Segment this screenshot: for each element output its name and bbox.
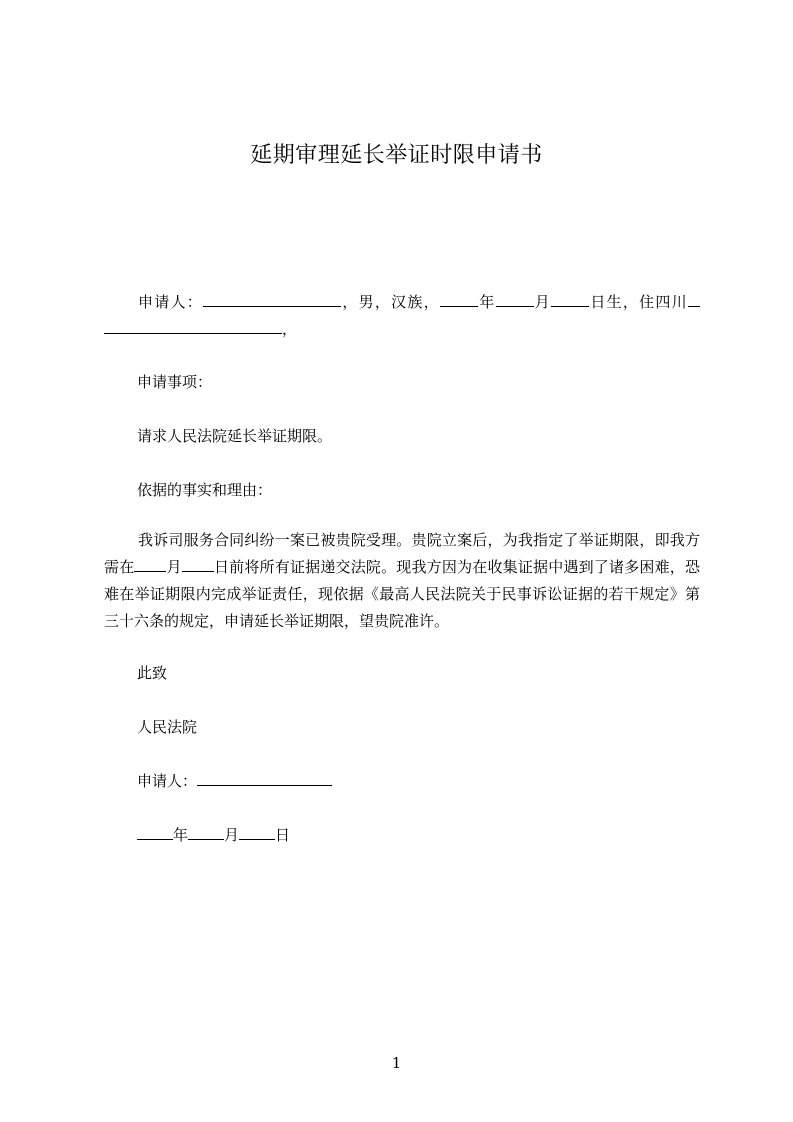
date-line <box>137 822 733 849</box>
sign-month-label: 月 <box>224 826 240 844</box>
birth-month-blank <box>496 292 534 307</box>
sign-month-blank <box>188 825 224 840</box>
salutation: 此致 <box>137 664 168 682</box>
sign-year-label: 年 <box>173 826 189 844</box>
signature-blank <box>197 771 332 786</box>
basis-heading: 依据的事实和理由： <box>137 481 273 499</box>
deadline-month-label: 月 <box>166 558 182 576</box>
birth-day-address-text: 日生，住四川 <box>589 293 688 311</box>
sign-day-label: 日 <box>275 826 291 844</box>
address-blank-line <box>104 319 282 334</box>
reasons-text-part2: 日前将所有证据递交法院。现我方因为在收集证据中遇到了诸多困难，恐难在举证期限内完成举证责任，现依据《最高人民法院关于民事诉讼证据的若干规定》第三十六条的规定，申请延长举证期限，望贵院准许。 <box>104 558 700 630</box>
reasons-paragraph <box>104 527 700 635</box>
signature-line <box>137 768 733 795</box>
document-title: 延期审理延长举证时限申请书 <box>250 143 543 168</box>
request-text: 请求人民法院延长举证期限。 <box>137 427 333 445</box>
birth-year-label: 年 <box>477 293 496 311</box>
birth-year-blank <box>440 292 478 307</box>
request-heading: 申请事项： <box>137 373 213 391</box>
sign-year-blank <box>137 825 173 840</box>
gender-ethnicity-text: ，男，汉族， <box>341 293 440 311</box>
addressee: 人民法院 <box>137 718 198 736</box>
applicant-info-paragraph <box>104 289 700 343</box>
address-blank-end <box>688 292 700 307</box>
birth-day-blank <box>551 292 589 307</box>
deadline-day-blank <box>182 557 214 572</box>
applicant-name-blank <box>203 292 341 307</box>
applicant-label: 申请人： <box>138 293 204 311</box>
applicant-line-end: ， <box>282 320 298 338</box>
signature-label: 申请人： <box>137 772 198 790</box>
page-number: 1 <box>391 1054 402 1072</box>
birth-month-label: 月 <box>533 293 552 311</box>
reasons-text-part1: 我诉司服务合同纠纷一案已被贵院受理。贵院立案后，为我指定了举证期限，即我方需在 <box>104 531 700 576</box>
sign-day-blank <box>239 825 275 840</box>
deadline-month-blank <box>134 557 166 572</box>
